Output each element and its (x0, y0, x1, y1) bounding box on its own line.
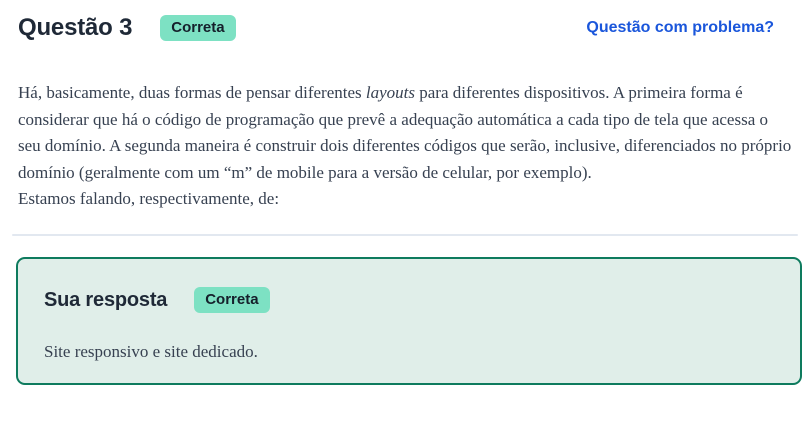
answer-card (16, 257, 802, 385)
report-problem-link[interactable]: Questão com problema? (586, 19, 774, 36)
answer-status-badge: Correta (194, 287, 269, 313)
question-body (18, 80, 793, 213)
question-header (0, 0, 810, 43)
question-paragraph-part1: Há, basicamente, duas formas de pensar diferentes (18, 83, 366, 102)
section-divider (12, 234, 798, 236)
answer-text: Site responsivo e site dedicado. (44, 341, 258, 361)
question-paragraph-italic: layouts (365, 83, 415, 102)
answer-title: Sua resposta (44, 288, 168, 311)
question-prompt: Estamos falando, respectivamente, de: (18, 189, 280, 208)
question-paragraph-part2: para diferentes dispositivos. A primeira forma é considerar que há o código de programação que prevê a adequação automática a cada tipo de tela que acessa o seu domínio. A segunda maneira é construir dois diferentes códigos que serão, inclusive, diferenciados no próprio domínio (geralmente com um “m” de mobile para a versão de celular, por exemplo). (18, 83, 792, 182)
question-paragraph (18, 80, 793, 186)
question-title: Questão 3 (18, 14, 133, 41)
question-header-left (18, 13, 236, 43)
answer-header (44, 287, 774, 313)
question-status-badge: Correta (160, 15, 235, 41)
